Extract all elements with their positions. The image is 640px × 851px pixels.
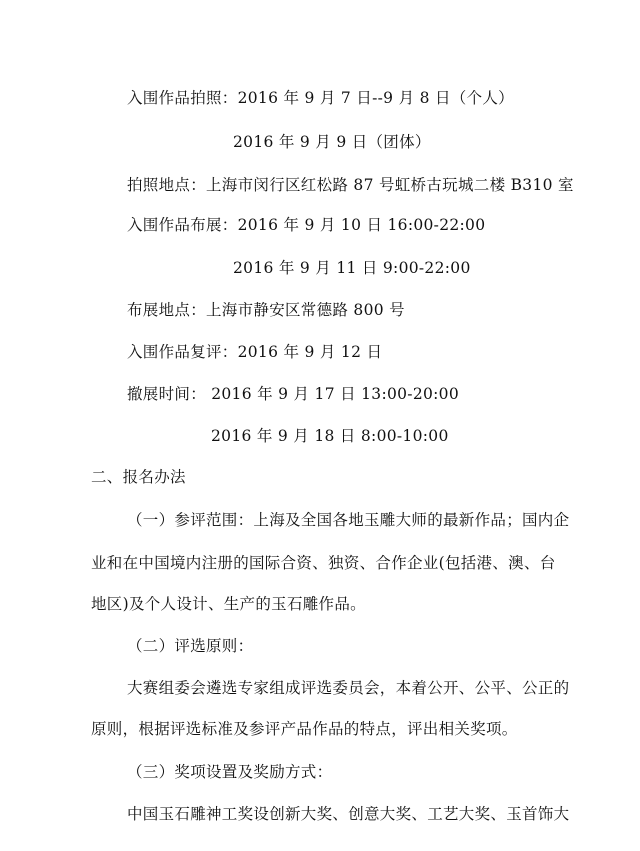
principle-heading: （二）评选原则： [127, 637, 254, 655]
scope-paragraph-line-2: 业和在中国境内注册的国际合资、独资、合作企业(包括港、澳、台 [91, 554, 556, 572]
awards-heading: （三）奖项设置及奖励方式： [127, 763, 333, 781]
setup-date-line-2: 2016 年 9 月 11 日 9:00-22:00 [233, 259, 471, 277]
section-heading: 二、报名办法 [91, 468, 186, 486]
photo-date-line-1: 入围作品拍照：2016 年 9 月 7 日--9 月 8 日（个人） [127, 89, 514, 107]
principle-paragraph-line-1: 大赛组委会遴选专家组成评选委员会，本着公开、公平、公正的 [127, 679, 570, 697]
teardown-date-line-1: 撤展时间： 2016 年 9 月 17 日 13:00-20:00 [127, 385, 459, 403]
setup-location-line: 布展地点：上海市静安区常德路 800 号 [127, 301, 405, 319]
scope-paragraph-line-1: （一）参评范围：上海及全国各地玉雕大师的最新作品；国内企 [127, 511, 570, 529]
scope-paragraph-line-3: 地区)及个人设计、生产的玉石雕作品。 [91, 595, 366, 613]
awards-paragraph-line-1: 中国玉石雕神工奖设创新大奖、创意大奖、工艺大奖、玉首饰大 [127, 805, 570, 823]
photo-location-line: 拍照地点：上海市闵行区红松路 87 号虹桥古玩城二楼 B310 室 [127, 176, 574, 194]
teardown-date-line-2: 2016 年 9 月 18 日 8:00-10:00 [211, 427, 449, 445]
photo-date-line-2: 2016 年 9 月 9 日（团体） [233, 133, 431, 151]
principle-paragraph-line-2: 原则，根据评选标准及参评产品作品的特点，评出相关奖项。 [91, 720, 518, 738]
setup-date-line-1: 入围作品布展：2016 年 9 月 10 日 16:00-22:00 [127, 216, 486, 234]
review-date-line: 入围作品复评：2016 年 9 月 12 日 [127, 343, 383, 361]
